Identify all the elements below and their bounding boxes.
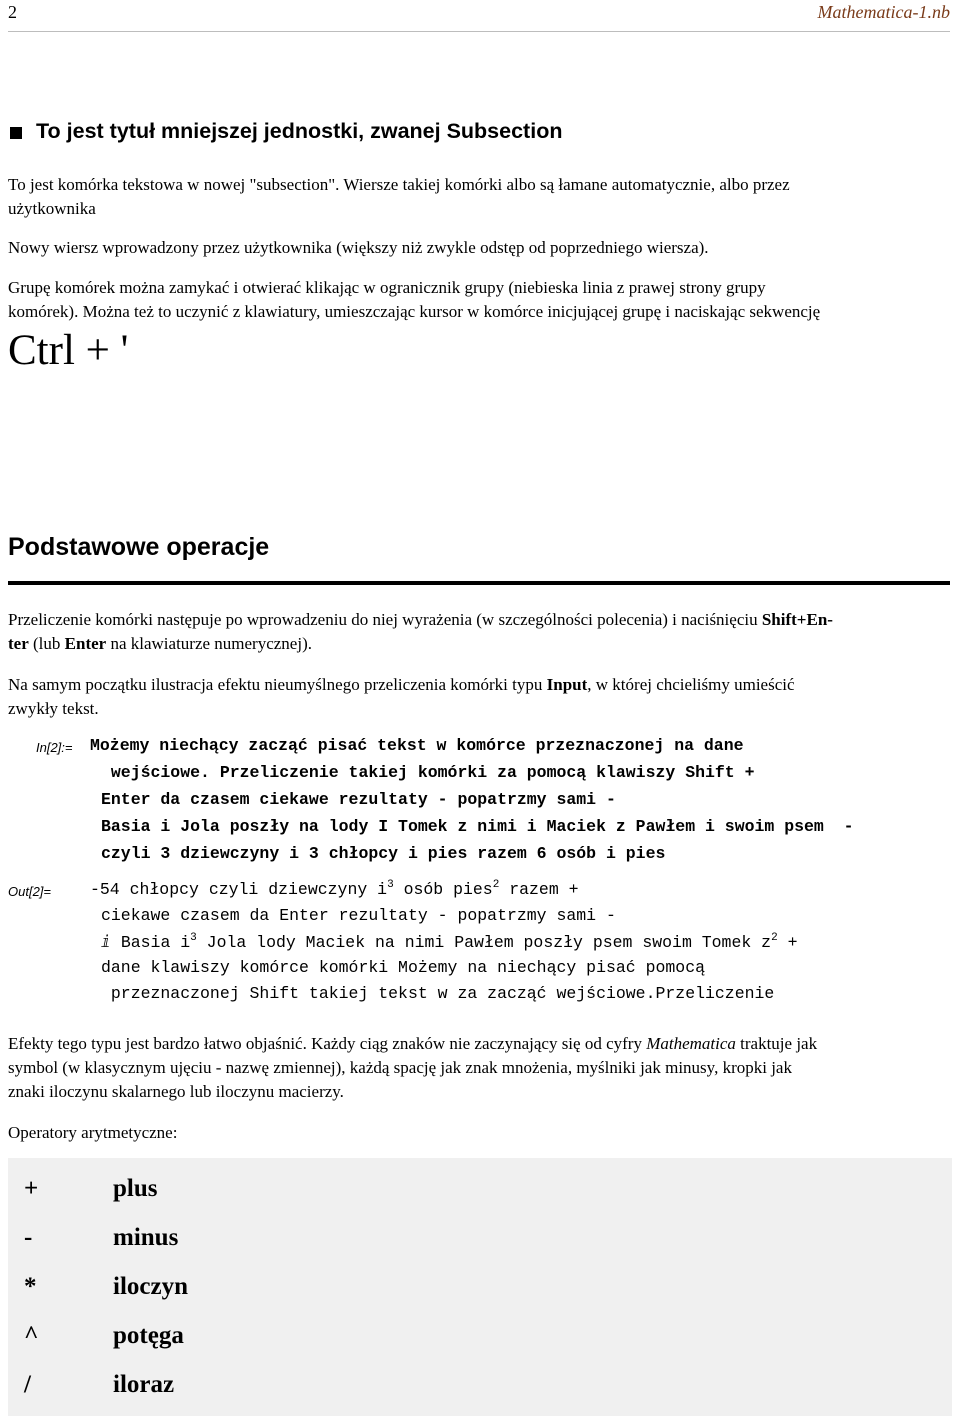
operator-symbol: /: [24, 1371, 31, 1398]
operator-name: iloraz: [113, 1371, 175, 1398]
key-name: Enter: [64, 634, 107, 653]
text-run: Efekty tego typu jest bardzo łatwo objaśnić. Każdy ciąg znaków nie zaczynający się od cyfry: [8, 1034, 647, 1053]
text-cell-line[interactable]: [8, 608, 833, 632]
page-number: 2: [8, 2, 17, 22]
text-run: traktuje jak: [735, 1034, 818, 1053]
text-cell-line[interactable]: Grupę komórek można zamykać i otwierać klikając w ogranicznik grupy (niebieska linia z prawej strony grupy: [8, 278, 766, 297]
input-line[interactable]: wejściowe. Przeliczenie takiej komórki za pomocą klawiszy Shift +: [101, 763, 755, 782]
operator-symbol: -: [24, 1224, 33, 1251]
text-run: Na samym początku ilustracja efektu nieumyślnego przeliczenia komórki typu: [8, 675, 547, 694]
input-label: In[2]:=: [36, 740, 73, 755]
keyboard-shortcut: Ctrl + ': [8, 327, 129, 374]
operator-symbol: +: [24, 1175, 39, 1202]
text-cell-line[interactable]: symbol (w klasycznym ujęciu - nazwę zmiennej), każdą spację jak znak mnożenia, myślniki jak minusy, kropki jak: [8, 1058, 792, 1077]
operator-name: potęga: [113, 1322, 184, 1349]
operator-name: iloczyn: [113, 1273, 188, 1300]
output-line[interactable]: dane klawiszy komórce komórki Możemy na niechący pisać pomocą: [101, 958, 705, 977]
output-line[interactable]: [90, 880, 579, 899]
section-divider: [8, 581, 950, 585]
exponent: 2: [492, 879, 500, 891]
key-name: ter: [8, 634, 29, 653]
product-name: Mathematica: [646, 1034, 736, 1053]
output-run: -54 chłopcy czyli dziewczyny i: [90, 880, 388, 899]
operator-name: minus: [113, 1224, 179, 1251]
output-run: Jola lody Maciek na nimi Pawłem poszły psem swoim Tomek z: [196, 933, 772, 952]
operator-symbol: *: [24, 1273, 37, 1300]
input-line[interactable]: czyli 3 dziewczyny i 3 chłopcy i pies razem 6 osób i pies: [101, 844, 666, 863]
text-cell-line[interactable]: [8, 1032, 817, 1056]
output-label: Out[2]=: [8, 884, 51, 899]
subsection-title[interactable]: To jest tytuł mniejszej jednostki, zwanej Subsection: [36, 119, 563, 143]
exponent: 3: [387, 879, 394, 891]
text-cell-line[interactable]: zwykły tekst.: [8, 699, 99, 718]
text-cell-line[interactable]: znaki iloczynu skalarnego lub iloczynu macierzy.: [8, 1082, 344, 1101]
section-title[interactable]: Podstawowe operacje: [8, 533, 270, 561]
text-cell-line[interactable]: [8, 632, 312, 656]
input-line[interactable]: Enter da czasem ciekawe rezultaty - popatrzmy sami -: [101, 790, 616, 809]
text-run: , w której chcieliśmy umieścić: [587, 675, 795, 694]
text-cell-line[interactable]: użytkownika: [8, 199, 96, 218]
input-line[interactable]: Możemy niechący zacząć pisać tekst w komórce przeznaczonej na dane: [90, 736, 744, 755]
output-run: +: [777, 933, 798, 952]
text-run: na klawiaturze numerycznej).: [106, 634, 312, 653]
notebook-title: Mathematica-1.nb: [817, 2, 950, 22]
operators-heading[interactable]: Operatory arytmetyczne:: [8, 1123, 178, 1142]
subsection-bullet-icon: [10, 127, 22, 139]
cell-type-name: Input: [546, 675, 588, 694]
text-cell-line[interactable]: komórek). Można też to uczynić z klawiatury, umieszczając kursor w komórce inicjującej grupę i naciskając sekwencję: [8, 302, 821, 321]
header-divider: [8, 31, 950, 32]
input-line[interactable]: Basia i Jola poszły na lody I Tomek z nimi i Maciek z Pawłem i swoim psem -: [101, 817, 854, 836]
key-name: Shift+En-: [761, 610, 833, 629]
text-cell-line[interactable]: Nowy wiersz wprowadzony przez użytkownika (większy niż zwykle odstęp od poprzedniego wiersza).: [8, 238, 709, 257]
output-line[interactable]: ciekawe czasem da Enter rezultaty - popatrzmy sami -: [101, 906, 616, 925]
output-line[interactable]: przeznaczonej Shift takiej tekst w za zacząć wejściowe.Przeliczenie: [101, 984, 775, 1003]
operator-symbol: ^: [24, 1322, 39, 1349]
text-run: Przeliczenie komórki następuje po wprowadzeniu do niej wyrażenia (w szczególności polecenia) i naciśnięciu: [8, 610, 762, 629]
output-line[interactable]: [101, 932, 797, 952]
output-run: razem +: [499, 880, 579, 899]
output-run: ⅈ Basia i: [101, 933, 191, 952]
operator-name: plus: [113, 1175, 158, 1202]
text-cell-line[interactable]: [8, 673, 795, 697]
exponent: 3: [190, 932, 197, 944]
output-run: osób pies: [393, 880, 493, 899]
text-run: (lub: [28, 634, 65, 653]
exponent: 2: [771, 932, 778, 944]
text-cell-line[interactable]: To jest komórka tekstowa w nowej "subsection". Wiersze takiej komórki albo są łamane automatycznie, albo przez: [8, 175, 790, 194]
